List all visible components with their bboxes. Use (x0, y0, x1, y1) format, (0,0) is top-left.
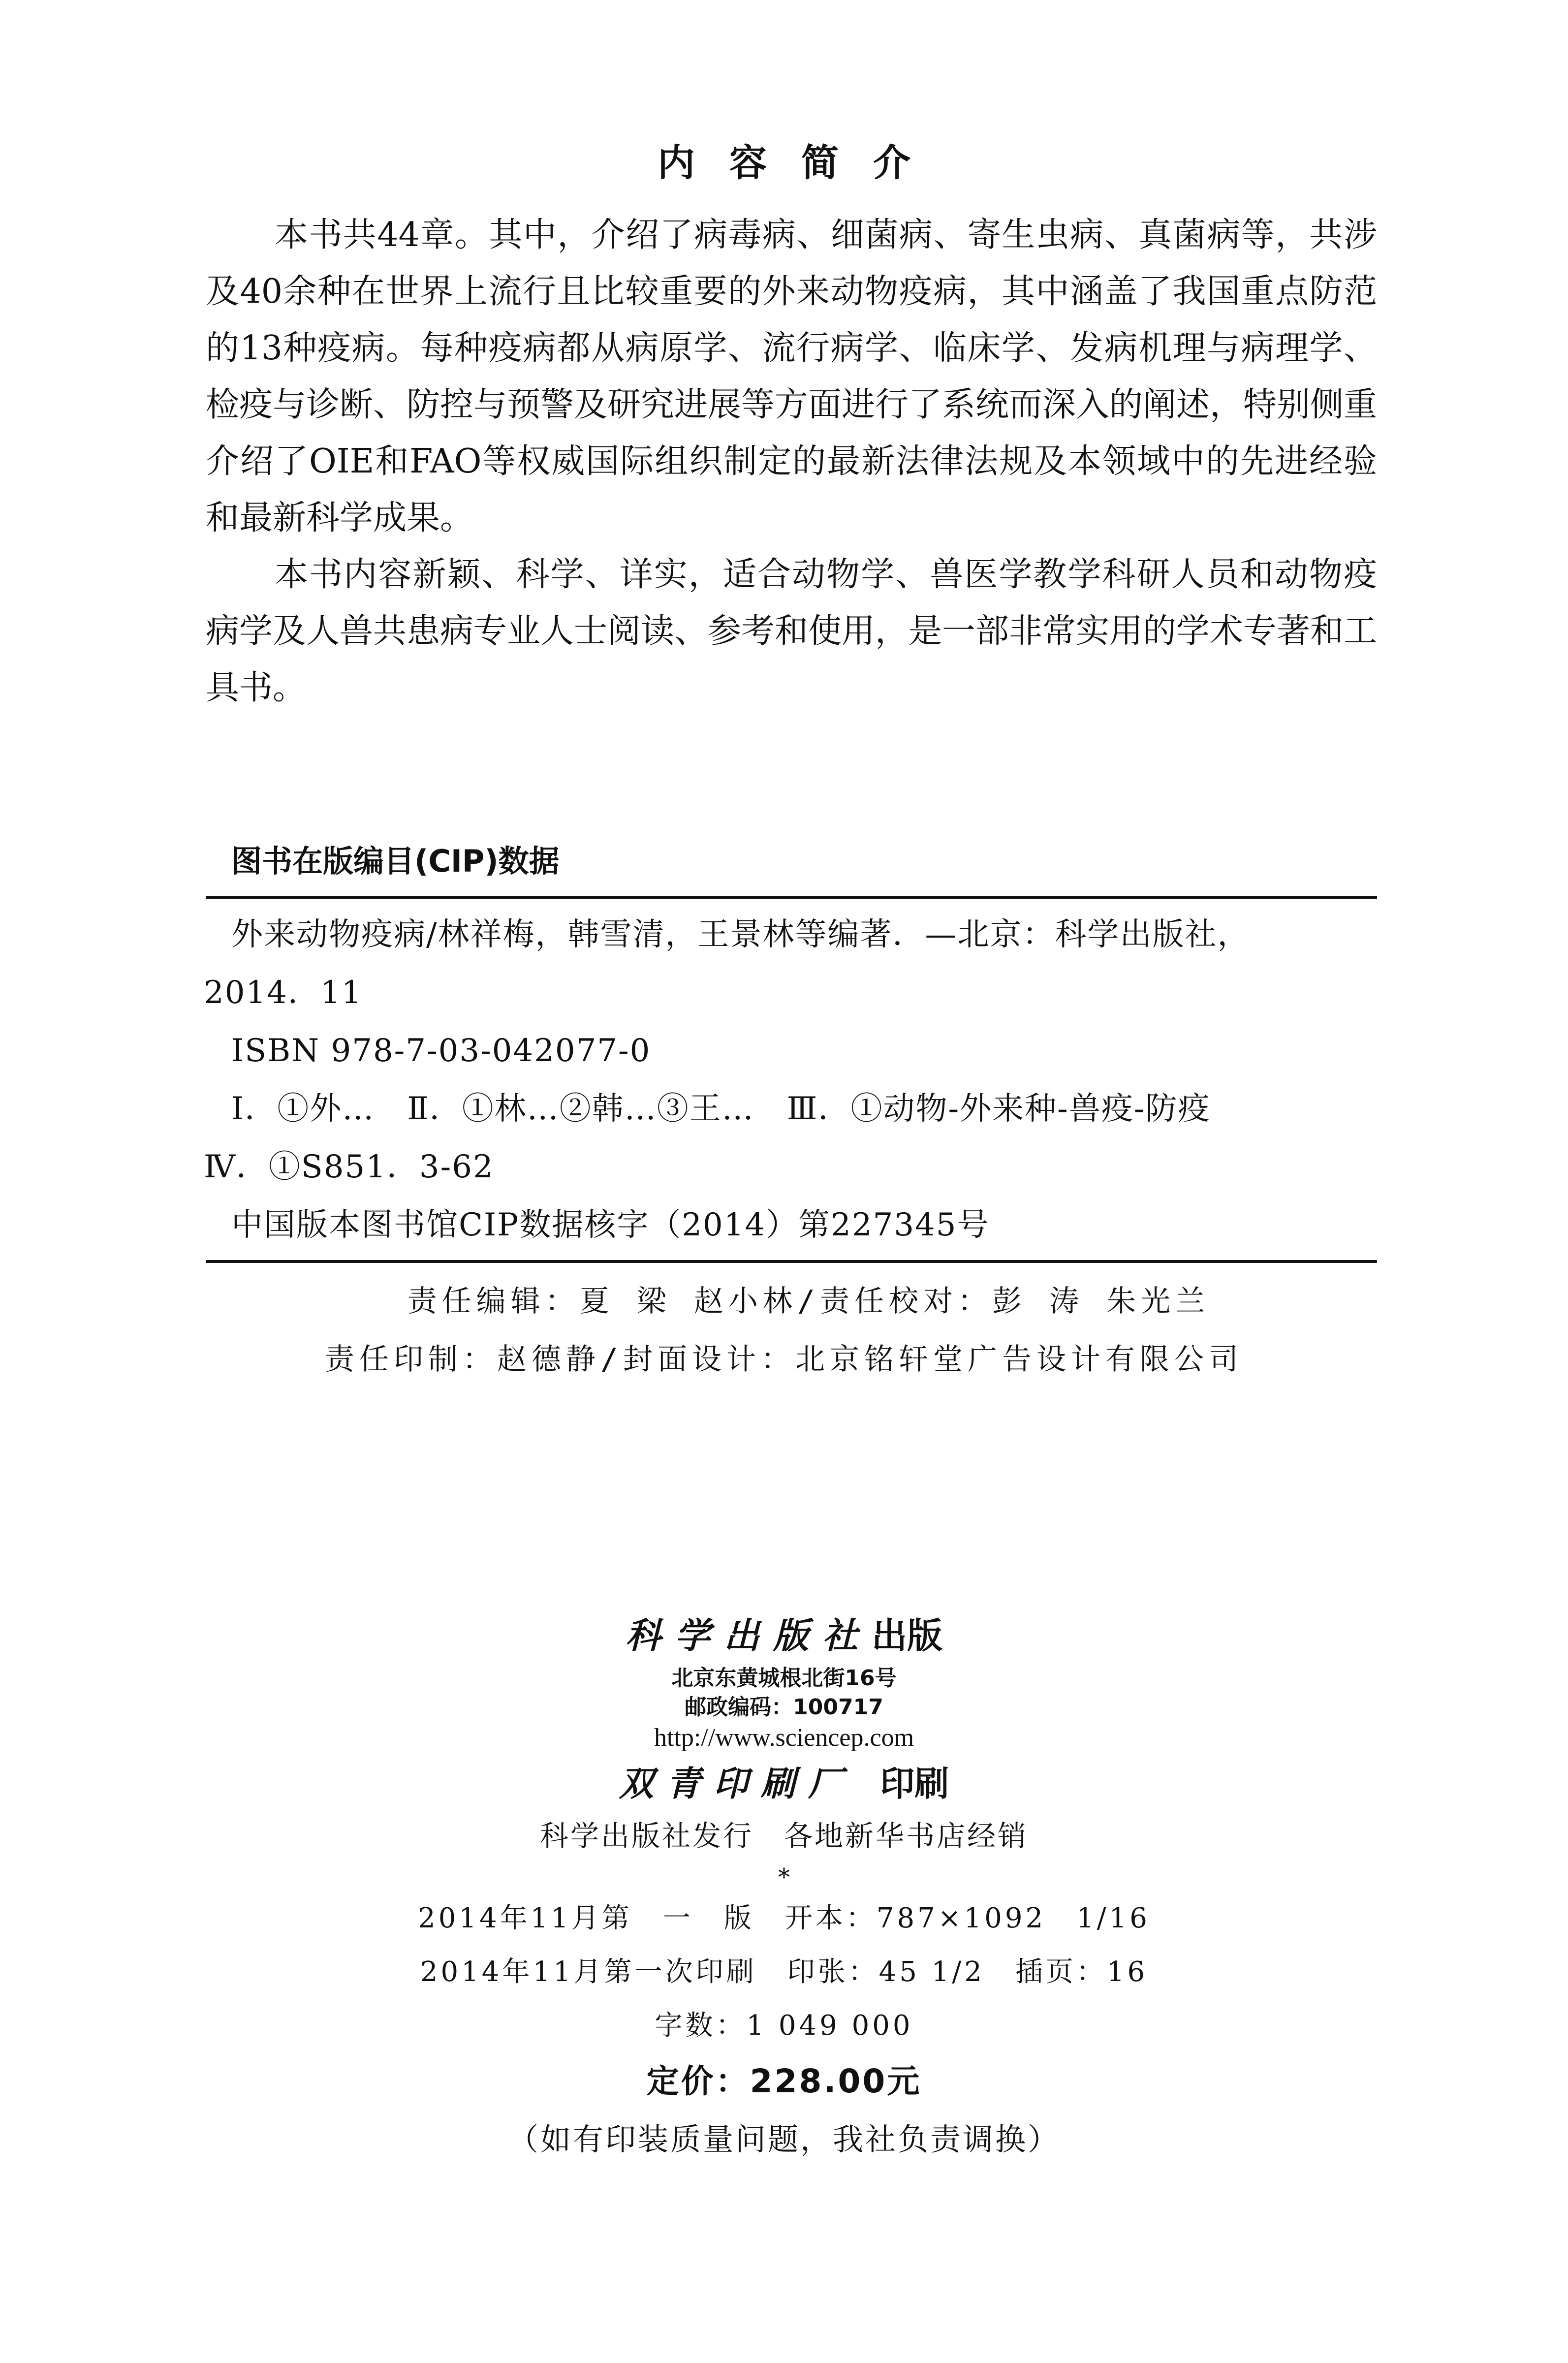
distribution-line: 科学出版社发行 各地新华书店经销 (539, 1819, 1028, 1853)
production-line: 责任印制：赵德静/封面设计：北京铭轩堂广告设计有限公司 (324, 1342, 1244, 1377)
cip-heading: 图书在版编目(CIP)数据 (231, 843, 560, 879)
cip-data-block (204, 906, 1377, 1254)
publisher-url: http://www.sciencep.com (654, 1723, 914, 1752)
editors-line: 责任编辑：夏 梁 赵小林/责任校对：彭 涛 朱光兰 (407, 1284, 1210, 1319)
word-count: 字数：1 049 000 (655, 2009, 913, 2042)
summary-text (206, 207, 1377, 716)
summary-title: 内容简介 (658, 141, 945, 185)
printer-suffix: 印刷 (880, 1764, 949, 1804)
cip-bottom-rule (206, 1260, 1377, 1263)
quality-notice: （如有印装质量问题，我社负责调换） (507, 2121, 1060, 2158)
cip-line-date: 2014．11 (204, 975, 363, 1011)
price: 定价：228.00元 (646, 2062, 922, 2101)
responsibility-block (0, 1272, 1568, 1388)
cip-top-rule (206, 896, 1377, 899)
cip-line-title: 外来动物疫病/林祥梅，韩雪清，王景林等编著．—北京：科学出版社， (231, 916, 1250, 953)
publisher-name: 科学出版社 (625, 1614, 872, 1656)
printing-line: 2014年11月第一次印刷 印张：45 1/2 插页：16 (420, 1955, 1148, 1988)
cip-line-subjects: Ⅰ．①外… Ⅱ．①林…②韩…③王… Ⅲ．①动物-外来种-兽疫-防疫 (231, 1091, 1211, 1127)
publisher-address: 北京东黄城根北街16号 (671, 1666, 897, 1691)
imprint-block (0, 1614, 1568, 2158)
cip-line-record: 中国版本图书馆CIP数据核字（2014）第227345号 (231, 1207, 990, 1243)
cip-line-classification: Ⅳ．①S851．3-62 (204, 1149, 494, 1185)
printer-name: 双青印刷厂 (619, 1763, 855, 1804)
edition-line: 2014年11月第 一 版 开本：787×1092 1/16 (418, 1902, 1150, 1934)
publisher-postcode: 邮政编码：100717 (685, 1695, 883, 1720)
separator-asterisk: * (778, 1863, 790, 1891)
cip-line-isbn: ISBN 978-7-03-042077-0 (231, 1033, 651, 1069)
publisher-line (0, 1614, 1568, 1657)
publisher-suffix: 出版 (872, 1614, 943, 1656)
summary-paragraph: 本书内容新颖、科学、详实，适合动物学、兽医学教学科研人员和动物疫病学及人兽共患病专业人士阅读、参考和使用，是一部非常实用的学术专著和工具书。 (206, 555, 1378, 707)
printer-line (0, 1763, 1568, 1804)
summary-paragraph: 本书共44章。其中，介绍了病毒病、细菌病、寄生虫病、真菌病等，共涉及40余种在世界上流行且比较重要的外来动物疫病，其中涵盖了我国重点防范的13种疫病。每种疫病都从病原学、流行病学、临床学、发病机理与病理学、检疫与诊断、防控与预警及研究进展等方面进行了系统而深入的阐述，特别侧重介绍了OIE和FAO等权威国际组织制定的最新法律法规及本领域中的先进经验和最新科学成果。 (206, 216, 1378, 537)
